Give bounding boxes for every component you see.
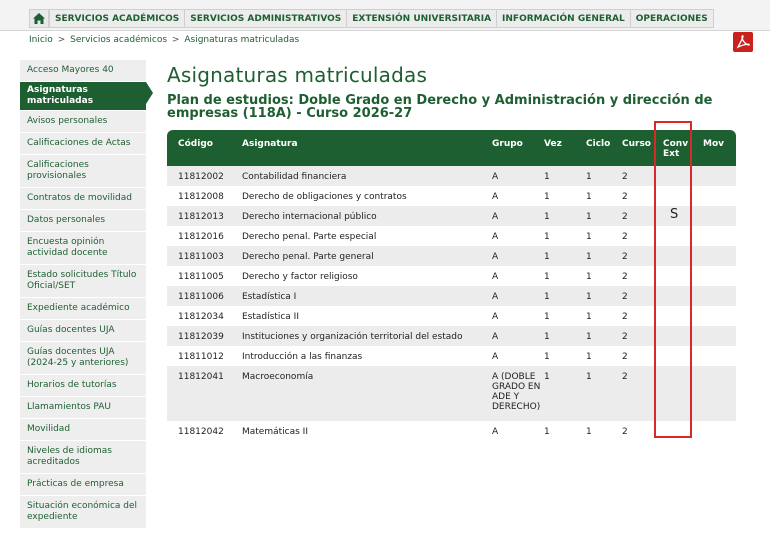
nav-tab-servicios-academicos[interactable]: SERVICIOS ACADÉMICOS: [49, 9, 185, 28]
cell-codigo: 11812042: [178, 427, 224, 437]
table-row: [167, 246, 736, 266]
header-grupo: Grupo: [492, 139, 523, 149]
cell-ciclo: 1: [586, 372, 592, 382]
cell-asignatura: Macroeconomía: [242, 372, 314, 382]
cell-ciclo: 1: [586, 332, 592, 342]
pdf-icon[interactable]: [733, 32, 753, 52]
cell-vez: 1: [544, 427, 550, 437]
cell-vez: 1: [544, 372, 550, 382]
header-curso: Curso: [622, 139, 651, 149]
cell-ciclo: 1: [586, 292, 592, 302]
breadcrumb-inicio[interactable]: Inicio: [29, 35, 53, 45]
cell-grupo: A: [492, 172, 499, 182]
cell-ciclo: 1: [586, 352, 592, 362]
sidebar-item-horarios-tutorias[interactable]: Horarios de tutorías: [20, 375, 146, 397]
nav-tab-operaciones[interactable]: OPERACIONES: [631, 9, 714, 28]
cell-ciclo: 1: [586, 272, 592, 282]
sidebar-item-expediente-academico[interactable]: Expediente académico: [20, 298, 146, 320]
table-row: [167, 421, 736, 441]
cell-grupo: A: [492, 292, 499, 302]
breadcrumb-separator: >: [171, 35, 180, 45]
cell-codigo: 11812041: [178, 372, 224, 382]
table-row: [167, 326, 736, 346]
cell-vez: 1: [544, 252, 550, 262]
table-row: [167, 186, 736, 206]
cell-vez: 1: [544, 272, 550, 282]
cell-asignatura: Introducción a las finanzas: [242, 352, 363, 362]
sidebar-item-llamamientos-pau[interactable]: Llamamientos PAU: [20, 397, 146, 419]
cell-grupo: A: [492, 272, 499, 282]
sidebar-item-movilidad[interactable]: Movilidad: [20, 419, 146, 441]
cell-codigo: 11812034: [178, 312, 224, 322]
sidebar-item-datos-personales[interactable]: Datos personales: [20, 210, 146, 232]
cell-asignatura: Matemáticas II: [242, 427, 308, 437]
sidebar-item-calificaciones-provisionales[interactable]: Calificaciones provisionales: [20, 155, 146, 188]
cell-grupo: A: [492, 232, 499, 242]
cell-curso: 2: [622, 352, 628, 362]
cell-asignatura: Estadística I: [242, 292, 297, 302]
cell-asignatura: Derecho de obligaciones y contratos: [242, 192, 407, 202]
sidebar-item-guias-docentes-anteriores[interactable]: Guías docentes UJA (2024-25 y anteriores): [20, 342, 146, 375]
home-icon[interactable]: [29, 9, 49, 28]
cell-codigo: 11812008: [178, 192, 224, 202]
sidebar-item-acceso-mayores-40[interactable]: Acceso Mayores 40: [20, 60, 146, 82]
cell-codigo: 11812013: [178, 212, 224, 222]
cell-codigo: 11812002: [178, 172, 224, 182]
cell-curso: 2: [622, 272, 628, 282]
cell-asignatura: Contabilidad financiera: [242, 172, 347, 182]
table-row: [167, 166, 736, 186]
cell-vez: 1: [544, 312, 550, 322]
cell-codigo: 11812016: [178, 232, 224, 242]
cell-vez: 1: [544, 232, 550, 242]
page-title: Asignaturas matriculadas: [167, 63, 428, 87]
cell-ciclo: 1: [586, 232, 592, 242]
cell-grupo: A: [492, 352, 499, 362]
cell-codigo: 11811012: [178, 352, 224, 362]
table-row: [167, 266, 736, 286]
highlight-box-conv-ext: [654, 121, 692, 438]
table-row: [167, 306, 736, 326]
breadcrumb-separator: >: [57, 35, 66, 45]
header-ciclo: Ciclo: [586, 139, 611, 149]
cell-vez: 1: [544, 192, 550, 202]
cell-ciclo: 1: [586, 172, 592, 182]
cell-grupo: A (DOBLE GRADO EN ADE Y DERECHO): [492, 372, 541, 412]
cell-conv: S: [670, 207, 679, 222]
cell-ciclo: 1: [586, 312, 592, 322]
nav-tab-informacion-general[interactable]: INFORMACIÓN GENERAL: [497, 9, 631, 28]
breadcrumb-servicios-academicos[interactable]: Servicios académicos: [70, 35, 168, 45]
cell-grupo: A: [492, 212, 499, 222]
cell-grupo: A: [492, 312, 499, 322]
nav-tab-servicios-administrativos[interactable]: SERVICIOS ADMINISTRATIVOS: [185, 9, 347, 28]
cell-ciclo: 1: [586, 252, 592, 262]
cell-ciclo: 1: [586, 427, 592, 437]
cell-curso: 2: [622, 427, 628, 437]
table-header: [167, 130, 736, 166]
nav-tab-extension-universitaria[interactable]: EXTENSIÓN UNIVERSITARIA: [347, 9, 497, 28]
cell-asignatura: Derecho penal. Parte especial: [242, 232, 377, 242]
cell-curso: 2: [622, 192, 628, 202]
cell-asignatura: Derecho internacional público: [242, 212, 377, 222]
cell-curso: 2: [622, 252, 628, 262]
cell-curso: 2: [622, 172, 628, 182]
sidebar-menu: [20, 60, 152, 529]
breadcrumb: [29, 35, 299, 45]
sidebar-item-calificaciones-actas[interactable]: Calificaciones de Actas: [20, 133, 146, 155]
cell-codigo: 11811003: [178, 252, 224, 262]
sidebar-item-contratos-movilidad[interactable]: Contratos de movilidad: [20, 188, 146, 210]
sidebar-item-situacion-economica[interactable]: Situación económica del expediente: [20, 496, 146, 529]
cell-ciclo: 1: [586, 192, 592, 202]
sidebar-item-estado-solicitudes[interactable]: Estado solicitudes Título Oficial/SET: [20, 265, 146, 298]
cell-vez: 1: [544, 352, 550, 362]
cell-grupo: A: [492, 192, 499, 202]
cell-vez: 1: [544, 172, 550, 182]
cell-vez: 1: [544, 332, 550, 342]
header-asignatura: Asignatura: [242, 139, 298, 149]
cell-codigo: 11811006: [178, 292, 224, 302]
header-codigo: Código: [178, 139, 213, 149]
cell-vez: 1: [544, 212, 550, 222]
cell-grupo: A: [492, 252, 499, 262]
cell-curso: 2: [622, 232, 628, 242]
table-row: [167, 346, 736, 366]
sidebar-item-avisos-personales[interactable]: Avisos personales: [20, 111, 146, 133]
top-navigation-bar: [0, 0, 770, 31]
header-mov: Mov: [703, 139, 725, 149]
subjects-table: [167, 130, 736, 441]
cell-curso: 2: [622, 372, 628, 382]
table-row: [167, 226, 736, 246]
cell-asignatura: Estadística II: [242, 312, 299, 322]
sidebar-item-practicas-empresa[interactable]: Prácticas de empresa: [20, 474, 146, 496]
table-body: [167, 166, 736, 441]
cell-grupo: A: [492, 427, 499, 437]
cell-curso: 2: [622, 212, 628, 222]
sidebar-item-encuesta-opinion[interactable]: Encuesta opinión actividad docente: [20, 232, 146, 265]
cell-asignatura: Derecho penal. Parte general: [242, 252, 374, 262]
sidebar-item-guias-docentes[interactable]: Guías docentes UJA: [20, 320, 146, 342]
cell-curso: 2: [622, 332, 628, 342]
cell-asignatura: Derecho y factor religioso: [242, 272, 358, 282]
cell-codigo: 11811005: [178, 272, 224, 282]
table-row: [167, 206, 736, 226]
nav-tabs: [49, 9, 714, 28]
cell-grupo: A: [492, 332, 499, 342]
header-vez: Vez: [544, 139, 562, 149]
cell-curso: 2: [622, 292, 628, 302]
cell-codigo: 11812039: [178, 332, 224, 342]
cell-ciclo: 1: [586, 212, 592, 222]
table-row: [167, 366, 736, 421]
cell-curso: 2: [622, 312, 628, 322]
cell-vez: 1: [544, 292, 550, 302]
plan-subtitle: Plan de estudios: Doble Grado en Derecho y Administración y dirección de empresas (118A) - Curso 2026-27: [167, 93, 713, 121]
cell-asignatura: Instituciones y organización territorial del estado: [242, 332, 463, 342]
sidebar-item-niveles-idiomas[interactable]: Niveles de idiomas acreditados: [20, 441, 146, 474]
table-row: [167, 286, 736, 306]
breadcrumb-current: Asignaturas matriculadas: [184, 35, 300, 45]
header-conv-ext: Conv Ext: [663, 139, 689, 159]
sidebar-item-asignaturas-matriculadas[interactable]: Asignaturas matriculadas: [20, 82, 146, 111]
